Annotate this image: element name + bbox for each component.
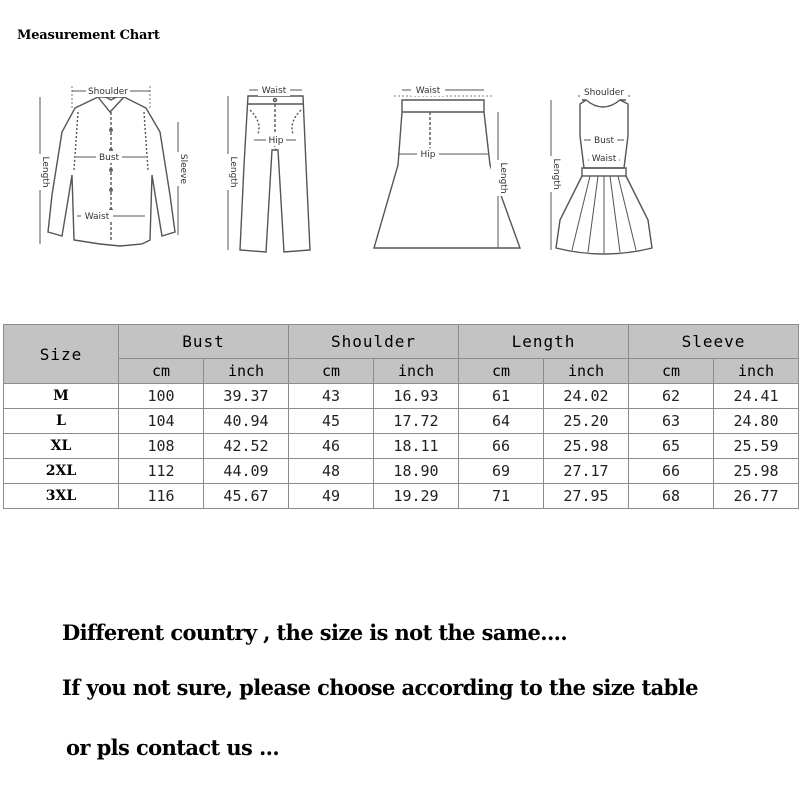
garment-diagrams <box>0 70 800 270</box>
pants-hip-label: Hip <box>268 136 284 146</box>
skirt-hip-label: Hip <box>420 150 436 160</box>
measurement-cell: 104 <box>119 409 204 434</box>
measurement-cell: 45.67 <box>204 484 289 509</box>
shirt-waist-label: Waist <box>84 212 110 222</box>
dress-length-label: Length <box>551 158 561 190</box>
measurement-cell: 27.17 <box>544 459 629 484</box>
measurement-cell: 24.02 <box>544 384 629 409</box>
skirt-length-label: Length <box>498 162 508 194</box>
table-row <box>4 459 799 484</box>
size-cell: 3XL <box>4 484 119 509</box>
measurement-cell: 17.72 <box>374 409 459 434</box>
table-row <box>4 484 799 509</box>
measurement-cell: 44.09 <box>204 459 289 484</box>
shirt-bust-label: Bust <box>98 153 120 163</box>
shirt-length-label: Length <box>40 156 50 188</box>
measurement-cell: 25.98 <box>544 434 629 459</box>
size-cell: M <box>4 384 119 409</box>
dress-waist-label: Waist <box>591 154 617 164</box>
measurement-cell: 24.41 <box>714 384 799 409</box>
shirt-shoulder-label: Shoulder <box>87 87 129 97</box>
measurement-cell: 26.77 <box>714 484 799 509</box>
size-table <box>3 324 799 509</box>
measurement-cell: 66 <box>629 459 714 484</box>
note-contact-us: or pls contact us ... <box>66 735 280 760</box>
measurement-cell: 68 <box>629 484 714 509</box>
measurement-cell: 64 <box>459 409 544 434</box>
unit-header-inch: inch <box>204 359 289 384</box>
measurement-cell: 63 <box>629 409 714 434</box>
skirt-waist-label: Waist <box>415 86 441 96</box>
unit-header-inch: inch <box>374 359 459 384</box>
group-header-shoulder: Shoulder <box>289 325 459 359</box>
measurement-cell: 45 <box>289 409 374 434</box>
size-cell: XL <box>4 434 119 459</box>
measurement-cell: 69 <box>459 459 544 484</box>
measurement-cell: 61 <box>459 384 544 409</box>
group-header-bust: Bust <box>119 325 289 359</box>
measurement-cell: 42.52 <box>204 434 289 459</box>
unit-header-cm: cm <box>289 359 374 384</box>
measurement-cell: 43 <box>289 384 374 409</box>
table-body <box>4 384 799 509</box>
measurement-cell: 25.20 <box>544 409 629 434</box>
measurement-cell: 27.95 <box>544 484 629 509</box>
unit-header-inch: inch <box>544 359 629 384</box>
measurement-cell: 25.59 <box>714 434 799 459</box>
unit-header-inch: inch <box>714 359 799 384</box>
table-row <box>4 434 799 459</box>
measurement-cell: 49 <box>289 484 374 509</box>
pants-waist-label: Waist <box>261 86 287 96</box>
note-choose-by-table: If you not sure, please choose according to the size table <box>62 675 698 700</box>
measurement-cell: 19.29 <box>374 484 459 509</box>
size-header: Size <box>4 325 119 384</box>
measurement-cell: 66 <box>459 434 544 459</box>
shirt-sleeve-label: Sleeve <box>178 153 188 185</box>
measurement-cell: 25.98 <box>714 459 799 484</box>
measurement-cell: 100 <box>119 384 204 409</box>
dress-shoulder-label: Shoulder <box>583 88 625 98</box>
page-title: Measurement Chart <box>17 28 160 43</box>
measurement-cell: 18.11 <box>374 434 459 459</box>
size-cell: L <box>4 409 119 434</box>
measurement-cell: 108 <box>119 434 204 459</box>
measurement-cell: 116 <box>119 484 204 509</box>
dress-bust-label: Bust <box>593 136 615 146</box>
group-header-length: Length <box>459 325 629 359</box>
measurement-cell: 18.90 <box>374 459 459 484</box>
measurement-cell: 48 <box>289 459 374 484</box>
measurement-cell: 16.93 <box>374 384 459 409</box>
measurement-cell: 39.37 <box>204 384 289 409</box>
unit-header-cm: cm <box>119 359 204 384</box>
size-cell: 2XL <box>4 459 119 484</box>
measurement-cell: 71 <box>459 484 544 509</box>
unit-header-cm: cm <box>459 359 544 384</box>
note-different-country: Different country , the size is not the same.... <box>62 620 568 645</box>
pants-diagram <box>228 90 310 252</box>
table-row <box>4 384 799 409</box>
measurement-cell: 46 <box>289 434 374 459</box>
measurement-cell: 40.94 <box>204 409 289 434</box>
measurement-cell: 62 <box>629 384 714 409</box>
pants-length-label: Length <box>228 156 238 188</box>
dress-diagram <box>551 96 652 254</box>
unit-header-cm: cm <box>629 359 714 384</box>
measurement-cell: 65 <box>629 434 714 459</box>
measurement-cell: 112 <box>119 459 204 484</box>
measurement-cell: 24.80 <box>714 409 799 434</box>
table-row <box>4 409 799 434</box>
group-header-sleeve: Sleeve <box>629 325 799 359</box>
